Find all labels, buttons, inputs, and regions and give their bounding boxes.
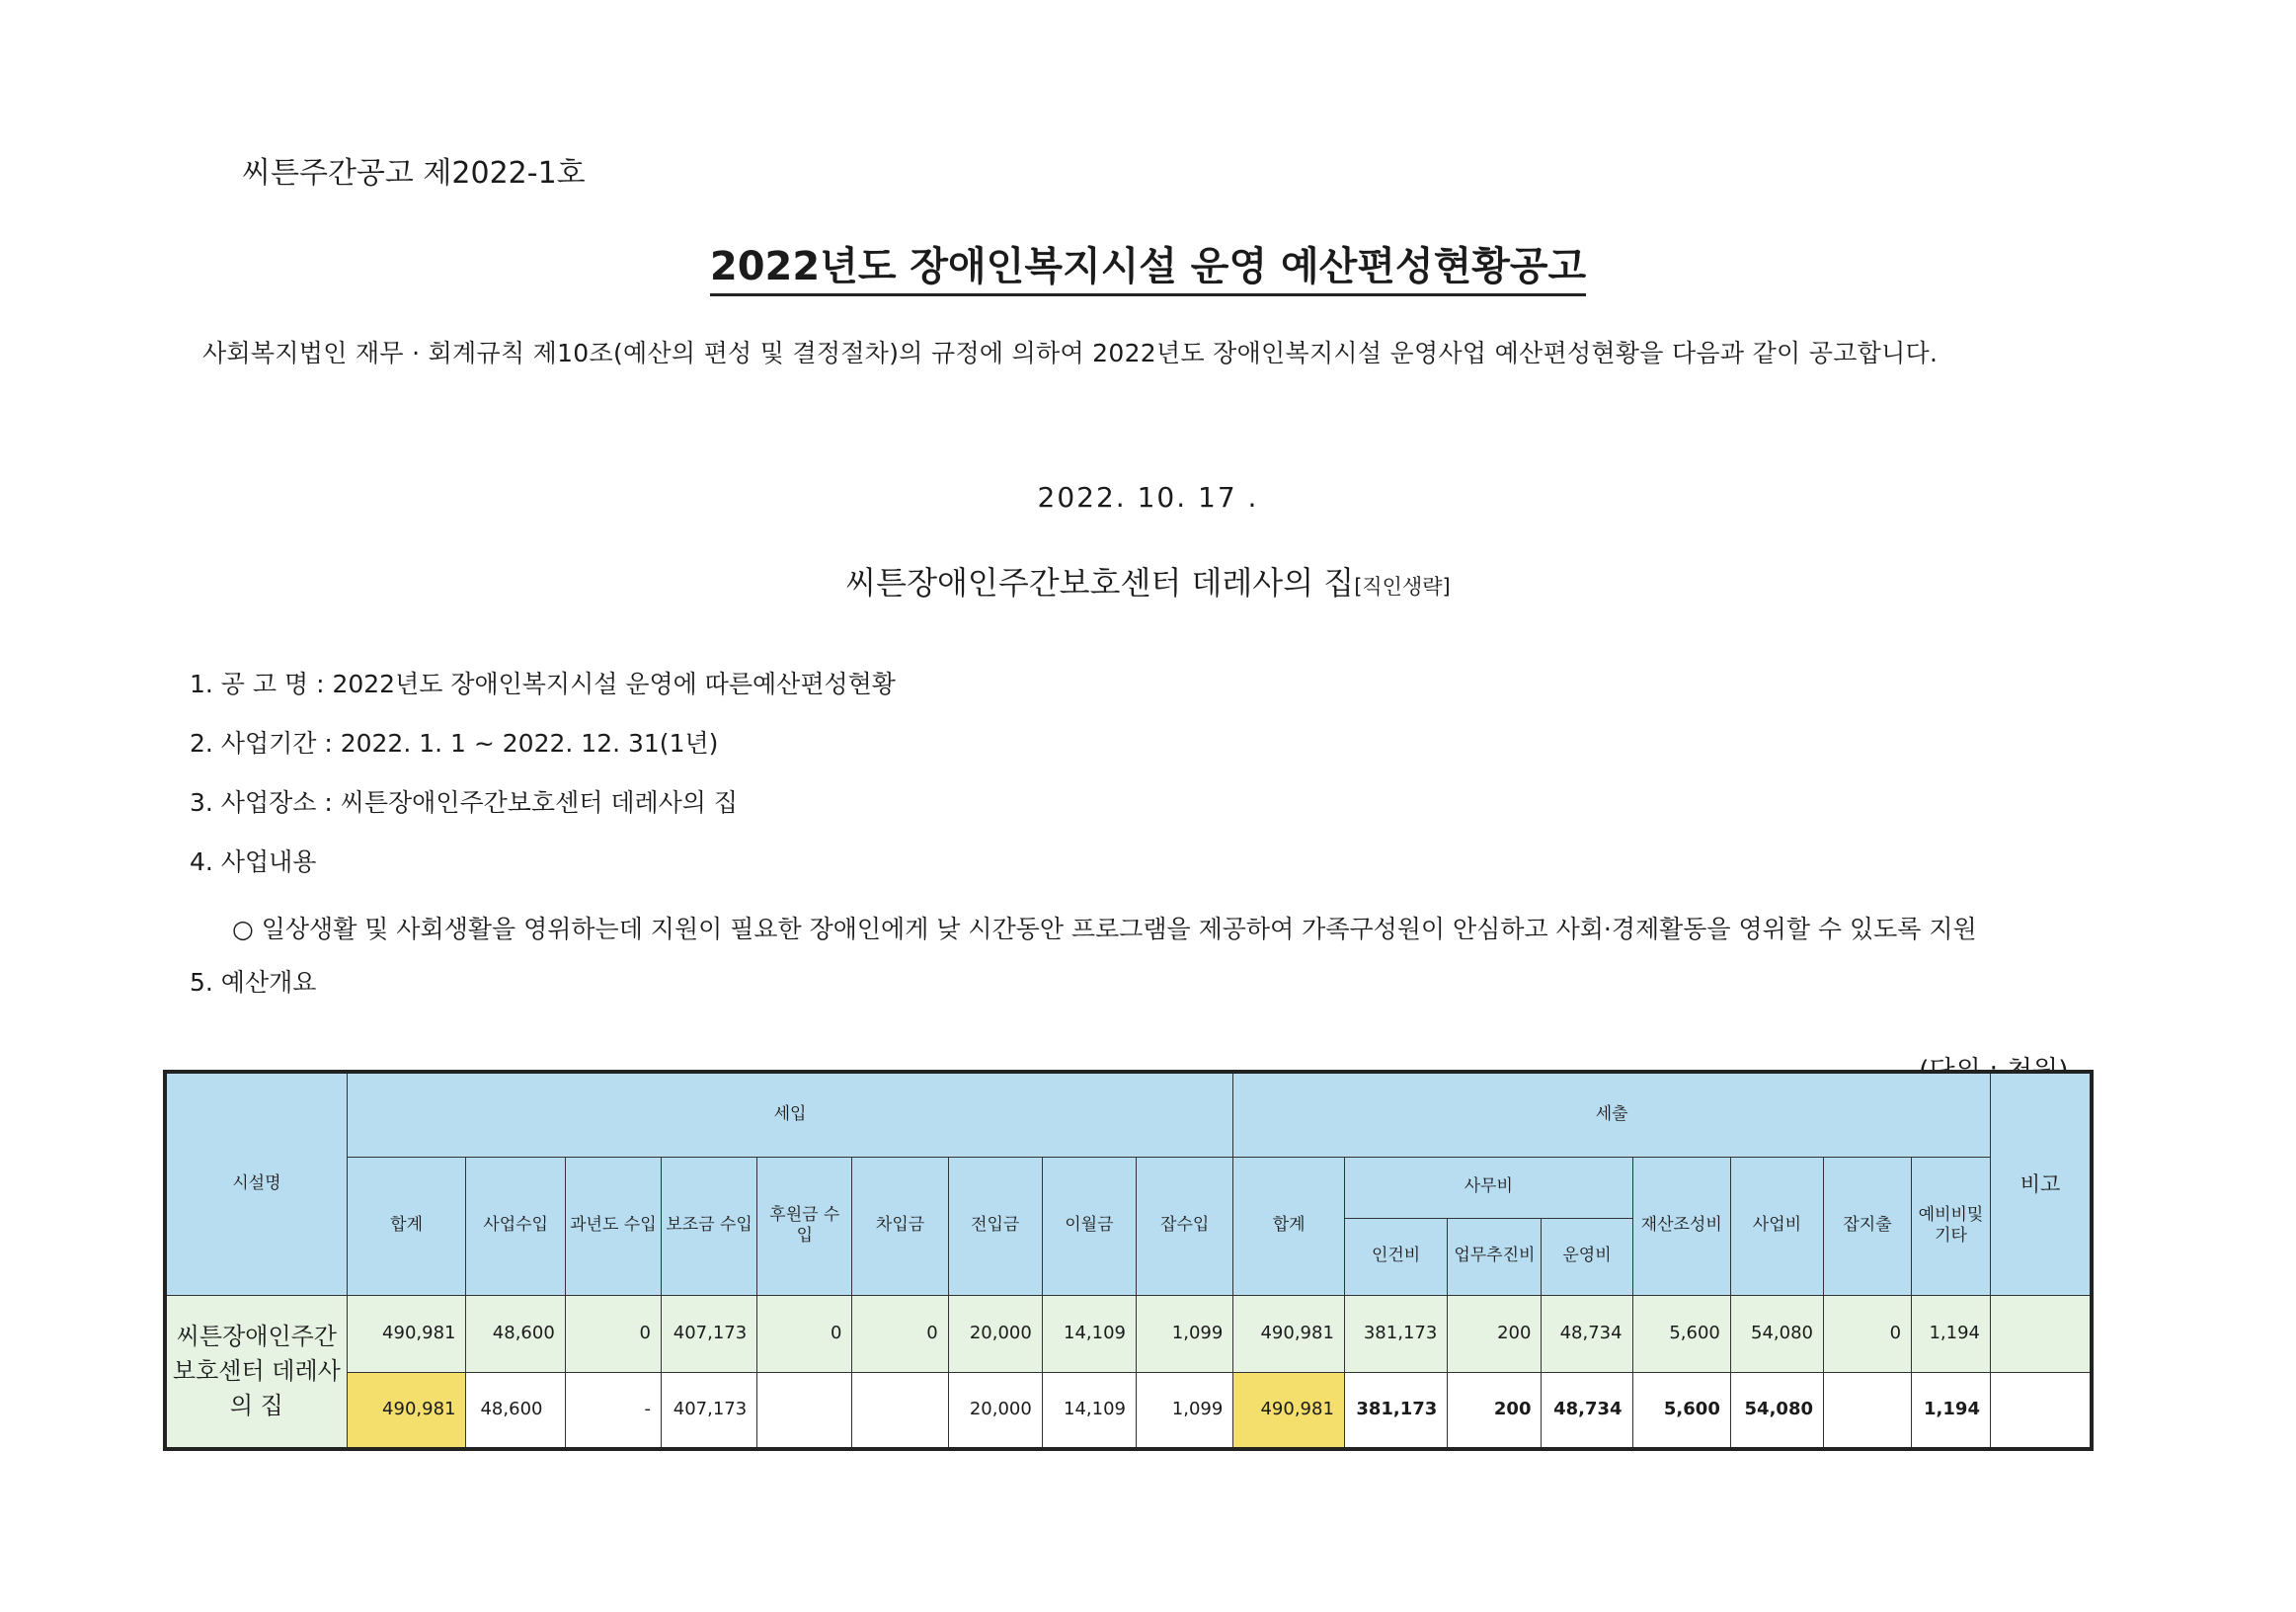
seal-omitted-note: [직인생략] — [1354, 575, 1451, 599]
notice-date: 2022. 10. 17 . — [1037, 481, 1259, 514]
table-cell: 407,173 — [662, 1372, 757, 1449]
table-cell: 0 — [852, 1295, 948, 1372]
income-col-misc: 잡수입 — [1136, 1157, 1232, 1295]
office-col-personnel: 인건비 — [1344, 1218, 1447, 1295]
table-cell: 5,600 — [1632, 1372, 1730, 1449]
table-cell: 14,109 — [1042, 1372, 1136, 1449]
facility-name: 씨튼장애인주간 보호센터 데레사 의 집 — [165, 1295, 347, 1449]
table-cell: 48,734 — [1542, 1372, 1632, 1449]
notice-number: 씨튼주간공고 제2022-1호 — [242, 156, 586, 191]
content-description: ○ 일상생활 및 사회생활을 영위하는데 지원이 필요한 장애인에게 낮 시간동안 프로그램을 제공하여 가족구성원이 안심하고 사회·경제활동을 영위할 수 있도록 지원 — [232, 915, 1977, 943]
table-cell: 200 — [1448, 1372, 1542, 1449]
table-cell — [757, 1372, 852, 1449]
table-cell: 5,600 — [1632, 1295, 1730, 1372]
expense-col-property: 재산조성비 — [1632, 1157, 1730, 1295]
organization-name: 씨튼장애인주간보호센터 데레사의 집 — [845, 564, 1355, 602]
remarks-cell — [1990, 1295, 2092, 1372]
remarks-header: 비고 — [1990, 1072, 2092, 1295]
expense-col-misc: 잡지출 — [1824, 1157, 1912, 1295]
facility-header: 시설명 — [165, 1072, 347, 1295]
table-cell: 1,194 — [1912, 1372, 1991, 1449]
table-cell: 407,173 — [662, 1295, 757, 1372]
item-budget-overview: 5. 예산개요 — [190, 968, 317, 997]
document-title-text: 2022년도 장애인복지시설 운영 예산편성현황공고 — [710, 244, 1586, 296]
table-cell: 490,981 — [347, 1372, 466, 1449]
income-col-donation: 후원금 수입 — [757, 1157, 852, 1295]
table-cell: 20,000 — [948, 1372, 1042, 1449]
table-cell: 1,099 — [1136, 1372, 1232, 1449]
table-cell: 490,981 — [347, 1295, 466, 1372]
table-cell: 0 — [757, 1295, 852, 1372]
expense-col-reserve: 예비비및 기타 — [1912, 1157, 1991, 1295]
table-row — [165, 1295, 2092, 1372]
item-location: 3. 사업장소 : 씨튼장애인주간보호센터 데레사의 집 — [190, 788, 739, 817]
table-cell: 1,099 — [1136, 1295, 1232, 1372]
intro-paragraph: 사회복지법인 재무 · 회계규칙 제10조(예산의 편성 및 결정절차)의 규정에 의하여 2022년도 장애인복지시설 운영사업 예산편성현황을 다음과 같이 공고합니다. — [202, 339, 1939, 367]
income-col-total: 합계 — [347, 1157, 466, 1295]
budget-table — [163, 1070, 2094, 1451]
expense-col-project: 사업비 — [1730, 1157, 1823, 1295]
income-col-borrowing: 차입금 — [852, 1157, 948, 1295]
expense-col-total: 합계 — [1233, 1157, 1345, 1295]
table-cell — [1824, 1372, 1912, 1449]
table-cell: 48,734 — [1542, 1295, 1632, 1372]
table-cell: 20,000 — [948, 1295, 1042, 1372]
income-col-subsidy: 보조금 수입 — [662, 1157, 757, 1295]
table-cell: 0 — [565, 1295, 661, 1372]
office-col-business-promotion: 업무추진비 — [1448, 1218, 1542, 1295]
item-notice-name: 1. 공 고 명 : 2022년도 장애인복지시설 운영에 따른예산편성현황 — [190, 670, 896, 698]
table-cell: 200 — [1448, 1295, 1542, 1372]
table-cell: 381,173 — [1344, 1372, 1447, 1449]
office-col-operation: 운영비 — [1542, 1218, 1632, 1295]
table-cell: 381,173 — [1344, 1295, 1447, 1372]
table-row — [165, 1372, 2092, 1449]
table-cell: 48,600 — [466, 1295, 565, 1372]
item-period: 2. 사업기간 : 2022. 1. 1 ~ 2022. 12. 31(1년) — [190, 729, 719, 758]
income-header: 세입 — [347, 1072, 1233, 1157]
table-cell — [852, 1372, 948, 1449]
income-col-transfer-in: 전입금 — [948, 1157, 1042, 1295]
table-cell: 490,981 — [1233, 1295, 1345, 1372]
office-expense-header: 사무비 — [1344, 1157, 1632, 1218]
table-cell: 490,981 — [1233, 1372, 1345, 1449]
document-title — [0, 235, 2296, 291]
item-content: 4. 사업내용 — [190, 847, 317, 876]
income-col-business: 사업수입 — [466, 1157, 565, 1295]
table-cell: 0 — [1824, 1295, 1912, 1372]
table-cell: 54,080 — [1730, 1295, 1823, 1372]
expense-header: 세출 — [1233, 1072, 1991, 1157]
organization-line — [0, 558, 2296, 604]
table-cell: 48,600 — [466, 1372, 565, 1449]
table-cell: 54,080 — [1730, 1372, 1823, 1449]
table-cell: 14,109 — [1042, 1295, 1136, 1372]
table-cell: 1,194 — [1912, 1295, 1991, 1372]
income-col-carryover: 이월금 — [1042, 1157, 1136, 1295]
income-col-prior-year: 과년도 수입 — [565, 1157, 661, 1295]
remarks-cell — [1990, 1372, 2092, 1449]
table-cell: - — [565, 1372, 661, 1449]
